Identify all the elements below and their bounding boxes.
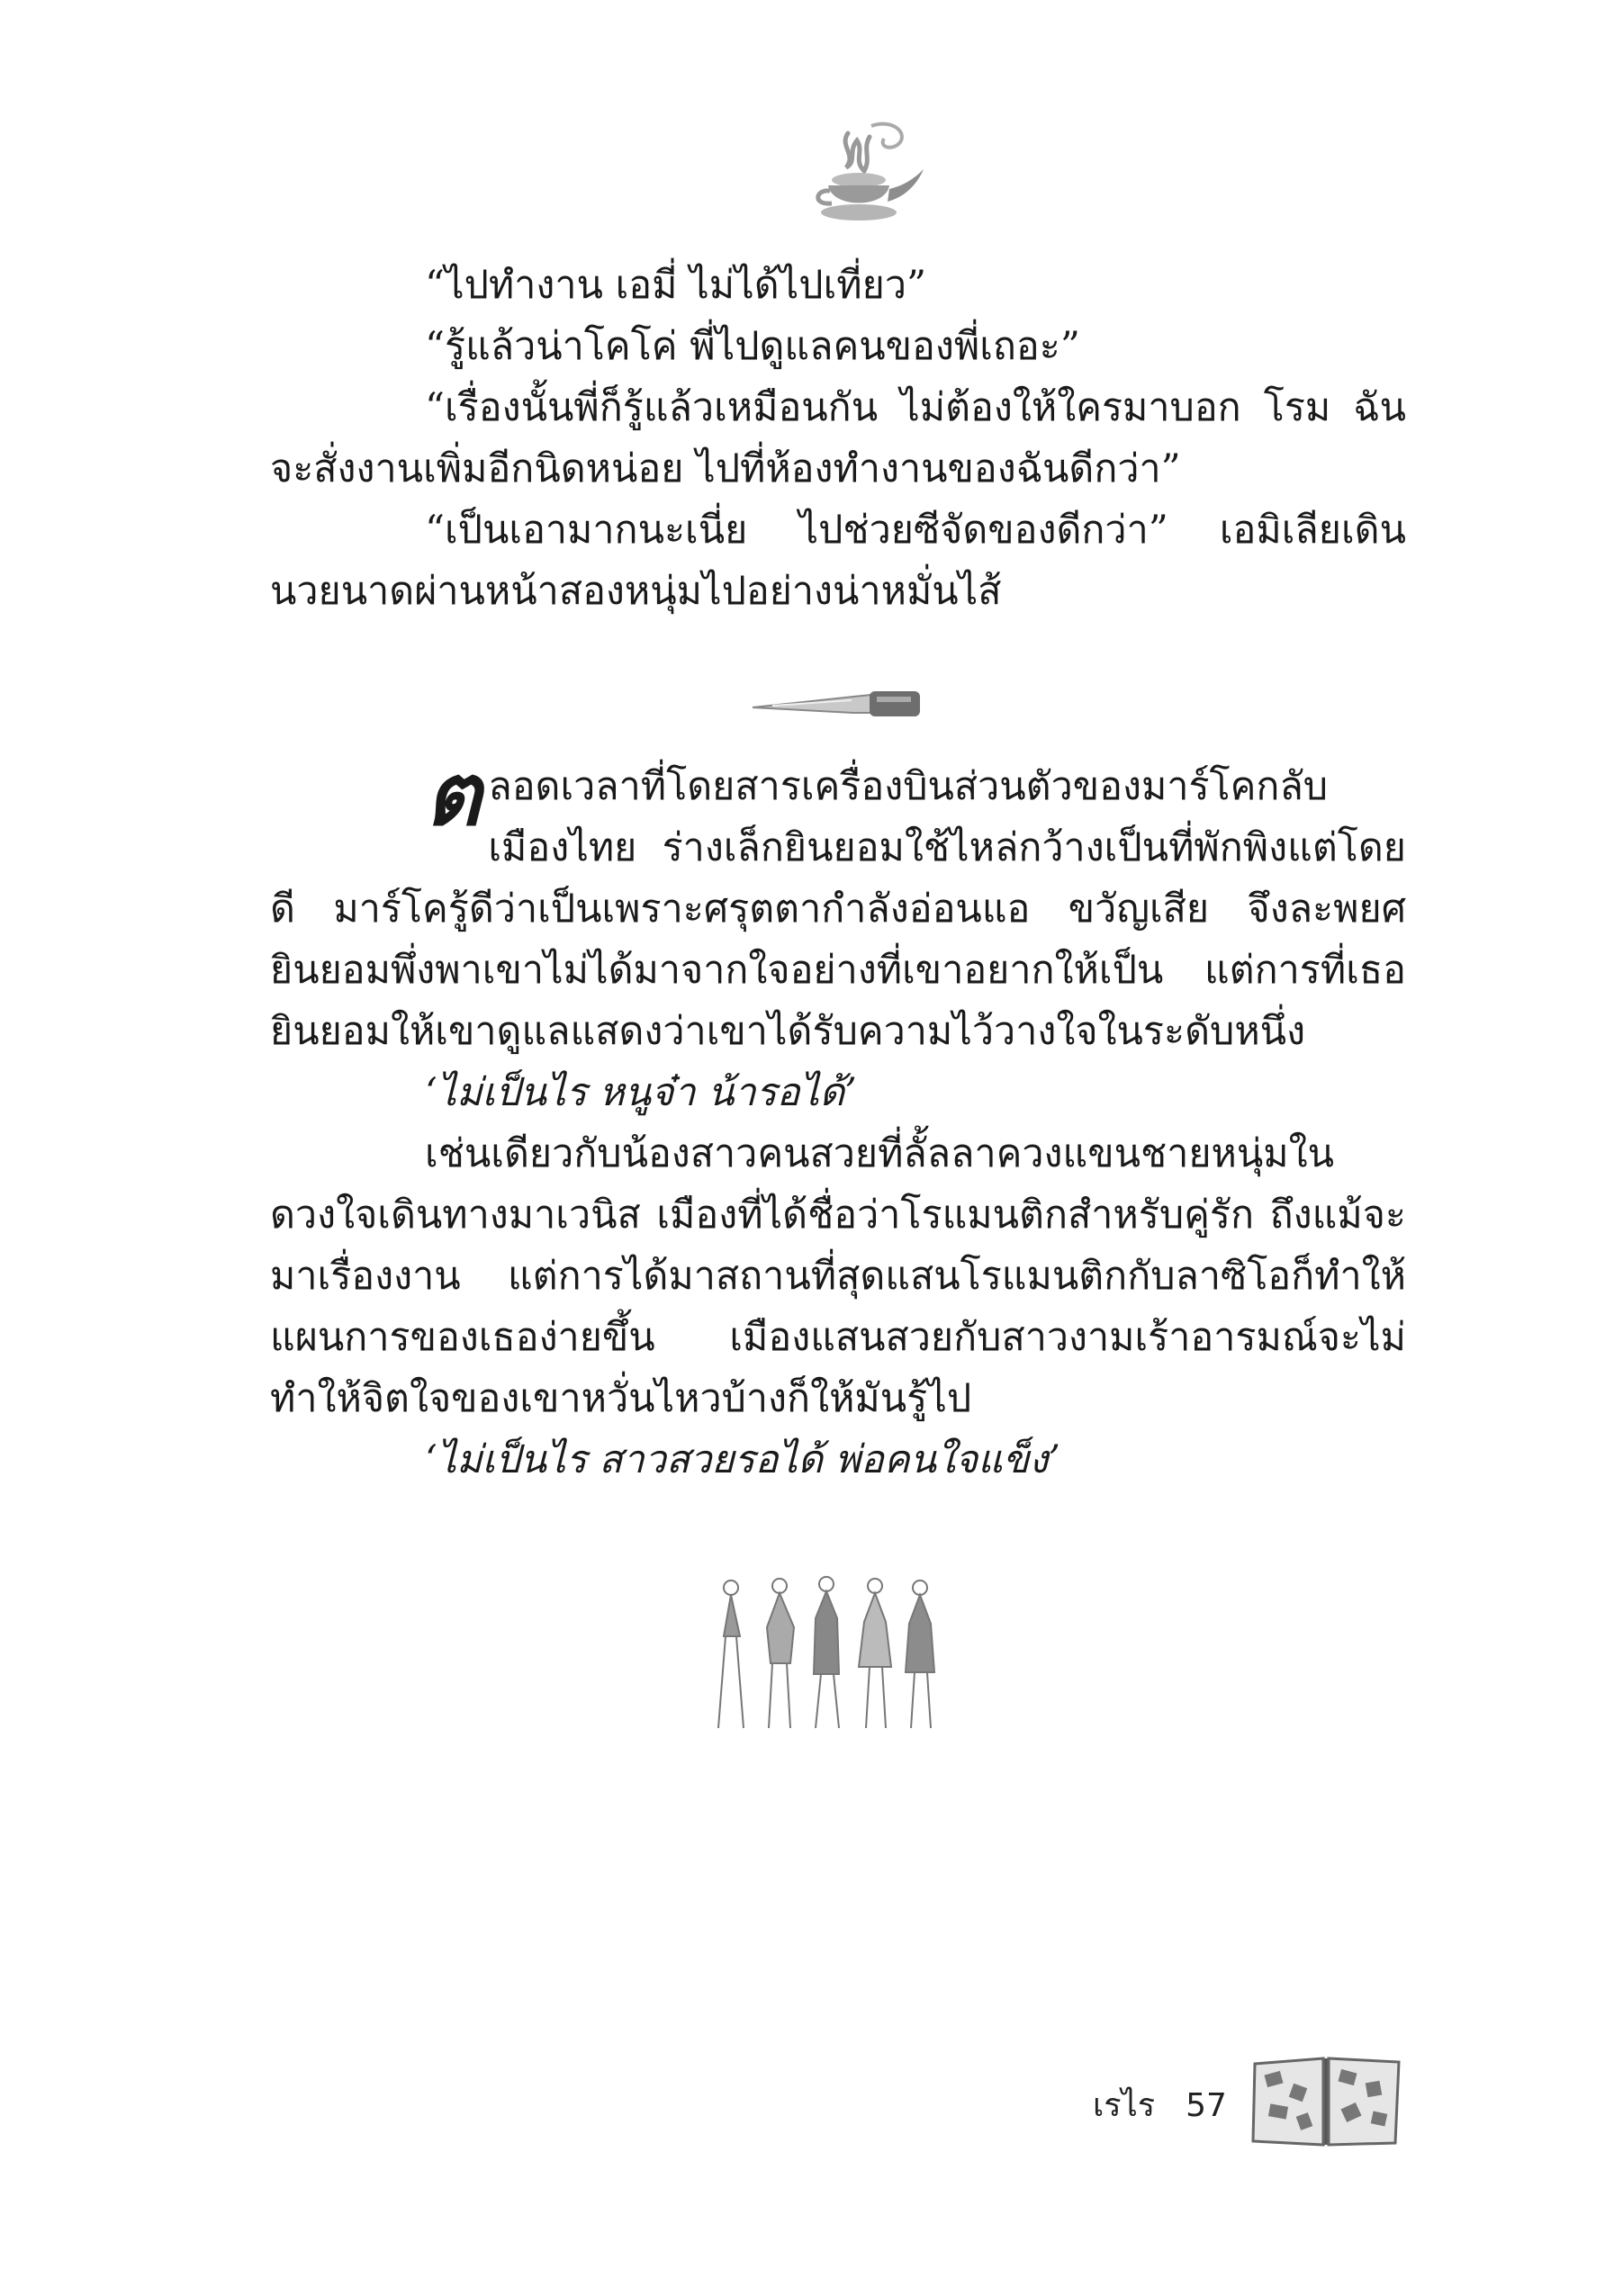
page-footer <box>1093 2079 1227 2130</box>
running-title: เรไร <box>1093 2087 1156 2124</box>
page-number: 57 <box>1186 2087 1227 2124</box>
dialogue-line: “เรื่องนั้นพี่ก็รู้แล้วเหมือนกัน ไม่ต้องให้ใครมาบอก โรม ฉันจะสั่งงานเพิ่มอีกนิดหน่อย ไปที่ห้องทำงานของฉันดีกว่า” <box>270 385 1406 491</box>
open-book-icon <box>1249 2055 1402 2150</box>
dialogue-line: “เป็นเอามากนะเนี่ย ไปช่วยซีจัดของดีกว่า” เอมิเลียเดินนวยนาดผ่านหน้าสองหนุ่มไปอย่างน่าหมั่นไส้ <box>270 508 1406 614</box>
dialogue-line: “รู้แล้วน่าโคโค่ พี่ไปดูแลคนของพี่เถอะ” <box>425 324 1080 369</box>
narrative-paragraph: เช่นเดียวกับน้องสาวคนสวยที่ลั้ลลาควงแขนชายหนุ่มในดวงใจเดินทางมาเวนิส เมืองที่ได้ชื่อว่าโรแมนติกสำหรับคู่รัก ถึงแม้จะมาเรื่องงาน แต่การได้มาสถานที่สุดแสนโรแมนติกกับลาซิโอก็ทำให้แผนการของเธอง่ายขึ้น เมืองแสนสวยกับสาวงามเร้าอารมณ์จะไม่ทำให้จิตใจของเขาหวั่นไหวบ้างก็ให้มันรู้ไป <box>270 1131 1406 1421</box>
fashion-models-sketch-icon <box>708 1573 945 1733</box>
italic-thought: ‘ไม่เป็นไร หนูจ๋า น้ารอได้’ <box>425 1070 857 1115</box>
dropcap-paragraph-text: ลอดเวลาที่โดยสารเครื่องบินส่วนตัวของมาร์โคกลับเมืองไทย ร่างเล็กยินยอมใช้ไหล่กว้างเป็นที่พักพิงแต่โดยดี มาร์โครู้ดีว่าเป็นเพราะศรุตตากำลังอ่อนแอ ขวัญเสีย จึงละพยศ ยินยอมพึ่งพาเขาไม่ได้มาจากใจอย่างที่เขาอยากให้เป็น แต่การที่เธอยินยอมให้เขาดูแลแสดงว่าเขาได้รับความไว้วางใจในระดับหนึ่ง <box>270 764 1406 1054</box>
dialogue-section <box>270 255 1406 622</box>
cutter-knife-divider-icon <box>745 684 925 724</box>
teapot-ornament-icon <box>792 115 927 232</box>
dropcap-letter: ต <box>425 743 482 845</box>
italic-thought: ‘ไม่เป็นไร สาวสวยรอได้ พ่อคนใจแข็ง’ <box>425 1437 1060 1482</box>
dialogue-line: “ไปทำงาน เอมี่ ไม่ได้ไปเที่ยว” <box>425 263 926 308</box>
narrative-section <box>270 743 1406 1490</box>
dropcap-paragraph <box>270 743 1406 1062</box>
